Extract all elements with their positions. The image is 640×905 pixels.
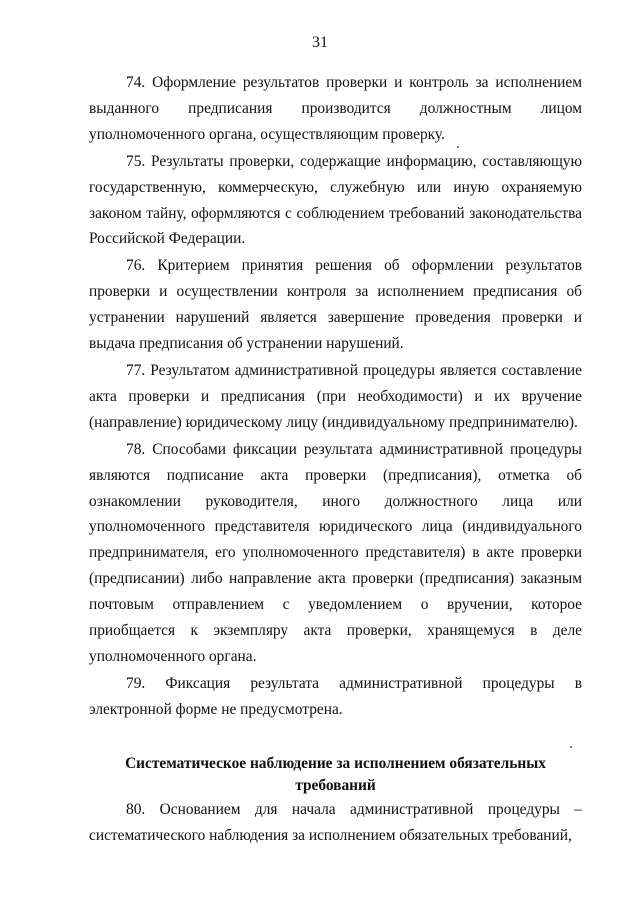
paragraph-80: 80. Основанием для начала административной процедуры – систематического наблюдения за исполнением обязательных требований, bbox=[89, 800, 582, 844]
paragraph-80-wrapper bbox=[89, 797, 582, 849]
paragraph-76: 76. Критерием принятия решения об оформлении результатов проверки и осуществлении контроля за исполнением предписания об устранении нарушений является завершение проведения проверки и выдача предписания об устранении нарушений. bbox=[89, 257, 582, 353]
paragraph-74: 74. Оформление результатов проверки и контроль за исполнением выданного предписания производится должностным лицом уполномоченного органа, осуществляющим проверку. bbox=[89, 74, 582, 143]
paragraph-75: 75. Результаты проверки, содержащие информацию, составляющую государственную, коммерческую, служебную или иную охраняемую законом тайну, оформляются с соблюдением требований законодательства Российской Федерации. bbox=[89, 152, 582, 248]
document-body bbox=[89, 70, 582, 849]
paragraph-78: 78. Способами фиксации результата административной процедуры являются подписание акта проверки (предписания), отметка об ознакомлении руководителя, иного должностного лица или уполномоченного представителя юридического лица (индивидуального предпринимателя, его уполномоченного представителя) в акте проверки (предписании) либо направление акта проверки (предписания) заказным почтовым отправлением с уведомлением о вручении, которое приобщается к экземпляру акта проверки, хранящемуся в деле уполномоченного органа. bbox=[89, 440, 582, 665]
page-number: 31 bbox=[312, 34, 328, 51]
paragraph-77: 77. Результатом административной процедуры является составление акта проверки и предписания (при необходимости) и их вручение (направление) юридическому лицу (индивидуальному предпринимателю). bbox=[89, 361, 582, 431]
scan-speck bbox=[570, 746, 572, 748]
scan-speck bbox=[457, 146, 459, 148]
section-heading: Систематическое наблюдение за исполнением обязательных требований bbox=[125, 754, 546, 794]
paragraph-79: 79. Фиксация результата административной процедуры в электронной форме не предусмотрена. bbox=[89, 674, 582, 718]
